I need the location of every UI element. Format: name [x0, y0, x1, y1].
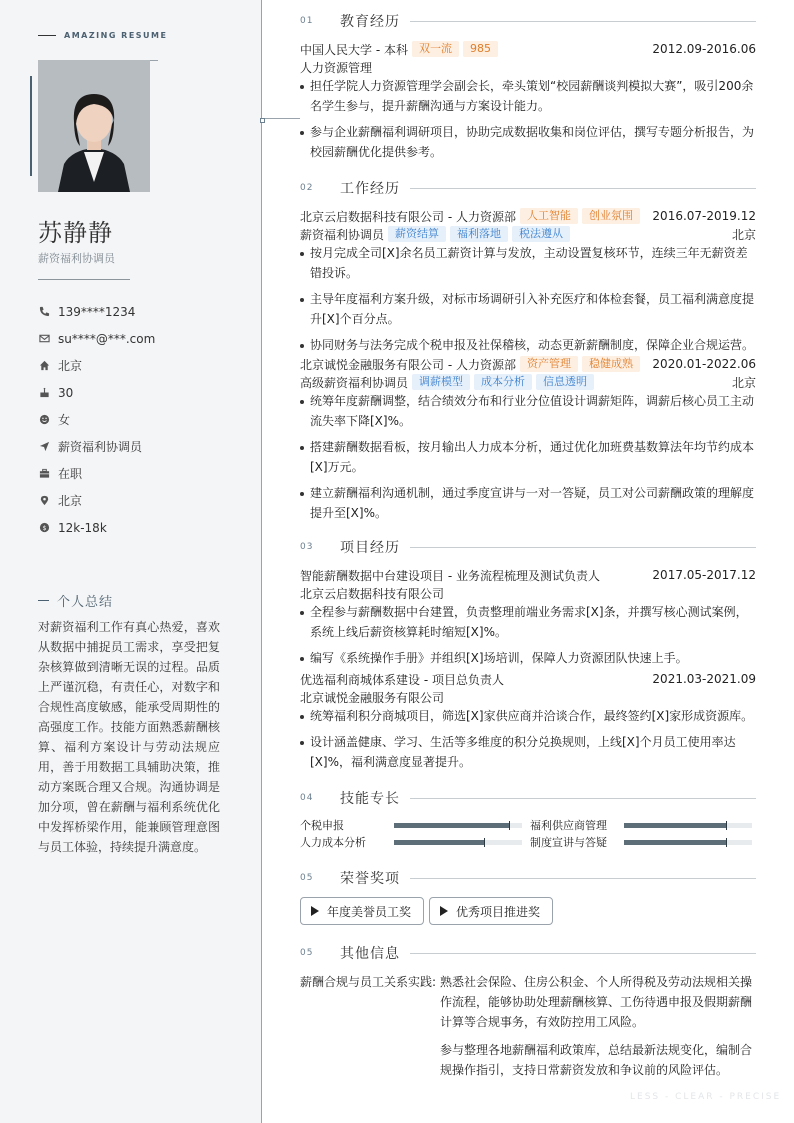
- info-phone: 139****1234: [58, 304, 136, 319]
- work-date: 2020.01-2022.06: [652, 357, 756, 371]
- work-role: 薪资福利协调员: [300, 227, 385, 242]
- education-school: 中国人民大学 - 本科: [300, 42, 408, 57]
- project-date: 2021.03-2021.09: [652, 672, 756, 686]
- company-tag: 创业氛围: [582, 208, 640, 224]
- section-number: 04: [300, 793, 314, 803]
- education-header: [300, 40, 756, 58]
- skill-label: 个税申报: [300, 819, 344, 832]
- list-item: 担任学院人力资源管理学会副会长，牵头策划“校园薪酬谈判模拟大赛”，吸引200余名学生参与，提升薪酬沟通与方案设计能力。: [300, 76, 756, 116]
- location-pin-icon: [38, 495, 50, 507]
- role-tag: 成本分析: [474, 374, 532, 390]
- cake-icon: [38, 387, 50, 399]
- section-other-heading: [300, 943, 756, 963]
- work-2-header: [300, 355, 756, 373]
- other-paragraph: 熟悉社会保险、住房公积金、个人所得税及劳动法规相关操作流程，能够协助处理薪酬核算、工伤待遇申报及假期薪酬计算等合规事务，有效防控用工风险。: [440, 975, 753, 1029]
- skill-item: [300, 834, 522, 850]
- list-item: 按月完成全司[X]余名员工薪资计算与发放，主动设置复核环节，连续三年无薪资差错投诉。: [300, 243, 756, 283]
- company-tag: 人工智能: [520, 208, 578, 224]
- send-icon: [38, 441, 50, 453]
- project-2-org-row: [300, 688, 756, 706]
- list-item: 主导年度福利方案升级，对标市场调研引入补充医疗和体检套餐，员工福利满意度提升[X]个百分点。: [300, 289, 756, 329]
- work-city: 北京: [731, 375, 756, 390]
- section-rule: [410, 878, 756, 879]
- section-number: 05: [300, 873, 314, 883]
- company-tag: 稳健成熟: [582, 356, 640, 372]
- section-title: 项目经历: [340, 540, 400, 556]
- phone-icon: [38, 306, 50, 318]
- role-tag: 信息透明: [536, 374, 594, 390]
- info-gender: 女: [58, 413, 71, 427]
- education-major-row: [300, 58, 756, 76]
- skill-label: 福利供应商管理: [530, 819, 607, 832]
- list-item: 全程参与薪酬数据中台建置，负责整理前端业务需求[X]条，并撰写核心测试案例，系统上线后薪资核算耗时缩短[X]%。: [300, 602, 756, 642]
- section-number: 05: [300, 948, 314, 958]
- award-badge: [429, 897, 553, 925]
- project-2-header: [300, 670, 756, 688]
- section-skills-heading: [300, 788, 756, 808]
- money-icon: [38, 522, 50, 534]
- skill-bar: [394, 823, 522, 828]
- role-tag: 薪资结算: [388, 226, 446, 242]
- profile-name: 苏静静: [38, 219, 113, 247]
- play-icon: [440, 906, 448, 916]
- info-age: 30: [58, 385, 74, 400]
- work-company: 北京云启数据科技有限公司 - 人力资源部: [300, 209, 516, 224]
- award-label: 年度美誉员工奖: [327, 904, 412, 919]
- timeline-dot: [260, 118, 265, 123]
- info-row-gender: [38, 406, 238, 433]
- project-2-bullets: [300, 706, 756, 778]
- list-item: 编写《系统操作手册》并组织[X]场培训，保障人力资源团队快速上手。: [300, 648, 756, 668]
- section-project-heading: [300, 537, 756, 557]
- education-tag: 985: [463, 41, 498, 57]
- education-bullets: [300, 76, 756, 168]
- project-name: 智能薪酬数据中台建设项目 - 业务流程梳理及测试负责人: [300, 568, 600, 583]
- info-email: su****@***.com: [58, 331, 156, 346]
- info-row-target-job: [38, 433, 238, 460]
- skill-item: [530, 817, 752, 833]
- brand-header: [38, 31, 167, 40]
- award-label: 优秀项目推进奖: [456, 904, 541, 919]
- skill-bar-fill: [624, 823, 726, 828]
- info-target-job: 薪资福利协调员: [58, 440, 143, 454]
- info-row-location: [38, 487, 238, 514]
- role-tag: 福利落地: [450, 226, 508, 242]
- brand-text: AMAZING RESUME: [64, 31, 168, 40]
- education-tag: 双一流: [412, 41, 459, 57]
- education-date: 2012.09-2016.06: [652, 42, 756, 56]
- work-company: 北京诚悦金融服务有限公司 - 人力资源部: [300, 357, 516, 372]
- skill-bar-fill: [394, 823, 509, 828]
- section-awards-heading: [300, 868, 756, 888]
- summary-heading: [38, 591, 113, 610]
- education-major: 人力资源管理: [300, 60, 373, 75]
- role-tag: 调薪模型: [412, 374, 470, 390]
- project-org: 北京云启数据科技有限公司: [300, 586, 445, 601]
- section-number: 01: [300, 16, 314, 26]
- skill-label: 制度宣讲与答疑: [530, 836, 607, 849]
- info-location: 北京: [58, 494, 83, 508]
- section-number: 03: [300, 542, 314, 552]
- sidebar: [0, 0, 262, 1123]
- play-icon: [311, 906, 319, 916]
- skill-item: [300, 817, 522, 833]
- photo-accent-bar: [30, 76, 32, 176]
- briefcase-icon: [38, 468, 50, 480]
- info-row-age: [38, 379, 238, 406]
- other-paragraph: 参与整理各地薪酬福利政策库，总结最新法规变化，编制合规操作指引，支持日常薪资发放和争议前的风险评估。: [440, 1043, 753, 1077]
- svg-text:$: $: [41, 523, 47, 532]
- project-1-header: [300, 566, 756, 584]
- section-title: 荣誉奖项: [340, 871, 400, 887]
- list-item: 设计涵盖健康、学习、生活等多维度的积分兑换规则，上线[X]个月员工使用率达[X]%，福利满意度显著提升。: [300, 732, 756, 772]
- award-badge: [300, 897, 424, 925]
- work-1-bullets: [300, 243, 756, 361]
- home-icon: [38, 360, 50, 372]
- section-title: 教育经历: [340, 14, 400, 30]
- brand-divider: [38, 35, 56, 36]
- info-row-status: [38, 460, 238, 487]
- section-title: 其他信息: [340, 946, 400, 962]
- info-salary: 12k-18k: [58, 520, 107, 535]
- work-city: 北京: [731, 227, 756, 242]
- section-rule: [410, 953, 756, 954]
- company-tag: 资产管理: [520, 356, 578, 372]
- project-date: 2017.05-2017.12: [652, 568, 756, 582]
- section-rule: [410, 798, 756, 799]
- list-item: 搭建薪酬数据看板，按月输出人力成本分析，通过优化加班费基数算法年均节约成本[X]万元。: [300, 437, 756, 477]
- skill-item: [530, 834, 752, 850]
- project-1-bullets: [300, 602, 756, 674]
- section-title: 技能专长: [340, 791, 400, 807]
- skill-bar: [624, 823, 752, 828]
- work-1-role-row: [300, 225, 756, 243]
- list-item: 参与企业薪酬福利调研项目，协助完成数据收集和岗位评估，撰写专题分析报告，为校园薪酬优化提供参考。: [300, 122, 756, 162]
- info-status: 在职: [58, 467, 83, 481]
- section-rule: [410, 21, 756, 22]
- work-2-role-row: [300, 373, 756, 391]
- project-org: 北京诚悦金融服务有限公司: [300, 690, 445, 705]
- contact-info-list: [38, 298, 238, 541]
- work-role: 高级薪资福利协调员: [300, 375, 409, 390]
- timeline-connector: [262, 118, 300, 119]
- profile-title: 薪资福利协调员: [38, 252, 115, 265]
- skill-bar: [624, 840, 752, 845]
- list-item: 协同财务与法务完成个税申报及社保稽核，动态更新薪酬制度，保障企业合规运营。: [300, 335, 756, 355]
- info-row-home: [38, 352, 238, 379]
- skill-bar-fill: [394, 840, 484, 845]
- skill-bar-marker: [509, 821, 510, 830]
- section-work-heading: [300, 178, 756, 198]
- info-row-salary: [38, 514, 238, 541]
- skill-bar-marker: [484, 838, 485, 847]
- watermark: LESS - CLEAR - PRECISE: [630, 1092, 782, 1102]
- section-education-heading: [300, 11, 756, 31]
- smile-icon: [38, 414, 50, 426]
- project-name: 优选福利商城体系建设 - 项目总负责人: [300, 672, 504, 687]
- list-item: 统筹福利积分商城项目，筛选[X]家供应商并洽谈合作，最终签约[X]家形成资源库。: [300, 706, 756, 726]
- section-rule: [410, 547, 756, 548]
- summary-title: 个人总结: [57, 595, 114, 610]
- info-row-email: [38, 325, 238, 352]
- skill-bar: [394, 840, 522, 845]
- info-row-phone: [38, 298, 238, 325]
- skill-bar-marker: [726, 838, 727, 847]
- work-2-bullets: [300, 391, 756, 529]
- section-rule: [410, 188, 756, 189]
- project-1-org-row: [300, 584, 756, 602]
- skill-label: 人力成本分析: [300, 836, 366, 849]
- work-1-header: [300, 207, 756, 225]
- list-item: 统筹年度薪酬调整，结合绩效分布和行业分位值设计调薪矩阵，调薪后核心员工主动流失率下降[X]%。: [300, 391, 756, 431]
- mail-icon: [38, 333, 50, 345]
- avatar: [38, 60, 150, 192]
- work-date: 2016.07-2019.12: [652, 209, 756, 223]
- photo-frame-line: [150, 60, 158, 61]
- skill-bar-marker: [726, 821, 727, 830]
- avatar-image: [38, 60, 150, 192]
- summary-text: 对薪资福利工作有真心热爱，喜欢从数据中捕捉员工需求，享受把复杂核算做到清晰无误的过程。品质上严谨沉稳，有责任心，对数字和合规性高度敏感，能承受周期性的高强度工作。技能方面熟悉薪酬核算、福利方案设计与劳动法规应用，善于用数据工具辅助决策，推动方案既合理又合规。沟通协调是加分项，曾在薪酬与福利系统优化中发挥桥梁作用，能兼顾管理意图与员工体验，持续提升满意度。: [38, 620, 220, 854]
- summary-dash: [38, 600, 49, 601]
- skill-bar-fill: [624, 840, 726, 845]
- profile-divider: [38, 279, 130, 280]
- info-home: 北京: [58, 359, 83, 373]
- section-title: 工作经历: [340, 181, 400, 197]
- role-tag: 税法遵从: [512, 226, 570, 242]
- list-item: 建立薪酬福利沟通机制，通过季度宣讲与一对一答疑，员工对公司薪酬政策的理解度提升至[X]%。: [300, 483, 756, 523]
- section-number: 02: [300, 183, 314, 193]
- other-label: 薪酬合规与员工关系实践:: [300, 975, 437, 989]
